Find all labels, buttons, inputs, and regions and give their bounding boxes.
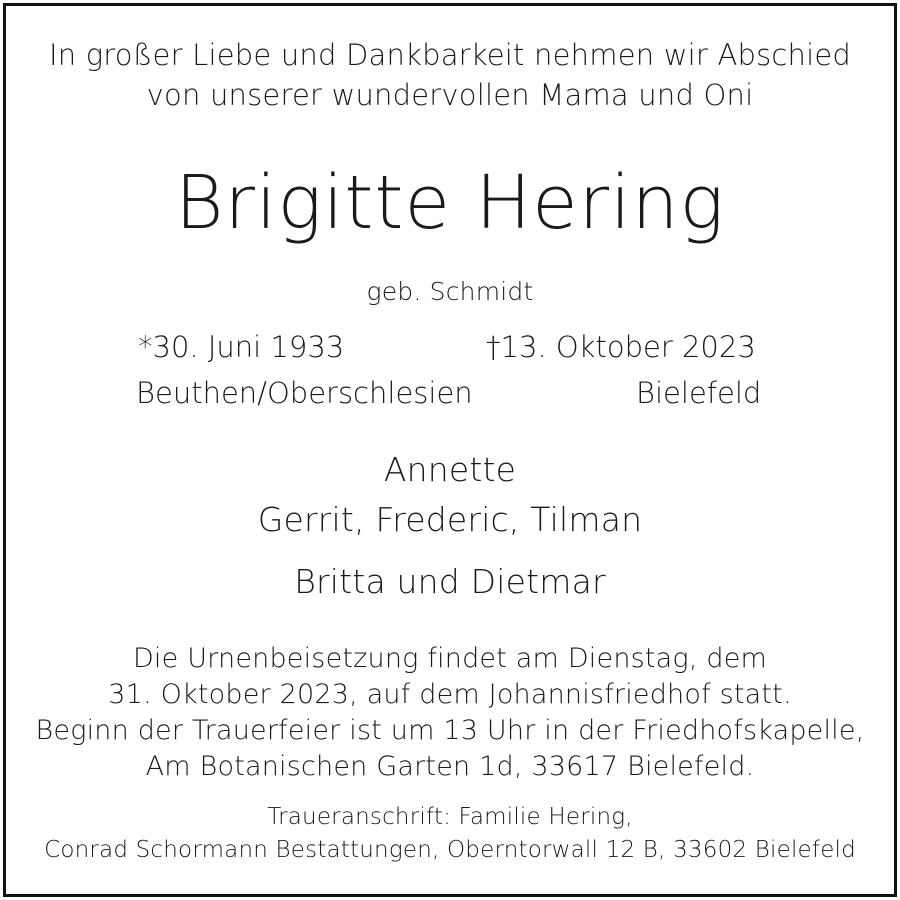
deceased-name: Brigitte Hering [175, 160, 725, 246]
ceremony-line-1: Die Urnenbeisetzung findet am Dienstag, dem [132, 643, 768, 674]
ceremony-line-4: Am Botanischen Garten 1d, 33617 Bielefeld. [145, 751, 755, 782]
ceremony-line-2: 31. Oktober 2023, auf dem Johannisfriedhof statt. [108, 679, 792, 710]
intro-line-1: In großer Liebe und Dankbarkeit nehmen wir Abschied [48, 38, 852, 72]
address-line-1: Traueranschrift: Familie Hering, [267, 804, 633, 830]
address-line-2: Conrad Schormann Bestattungen, Oberntorwall 12 B, 33602 Bielefeld [44, 837, 856, 863]
mourner-line-2: Gerrit, Frederic, Tilman [257, 500, 643, 539]
mourner-line-3: Britta und Dietmar [294, 562, 606, 601]
ceremony-line-3: Beginn der Trauerfeier ist um 13 Uhr in der Friedhofskapelle, [35, 715, 865, 746]
birth-date: *30. Juni 1933 [138, 330, 345, 364]
mourner-line-1: Annette [383, 450, 517, 489]
intro-line-2: von unserer wundervollen Mama und Oni [146, 78, 754, 112]
maiden-name: geb. Schmidt [366, 277, 534, 306]
death-date: †13. Oktober 2023 [486, 330, 756, 364]
death-place: Bielefeld [636, 376, 762, 410]
birth-place: Beuthen/Oberschlesien [136, 376, 473, 410]
